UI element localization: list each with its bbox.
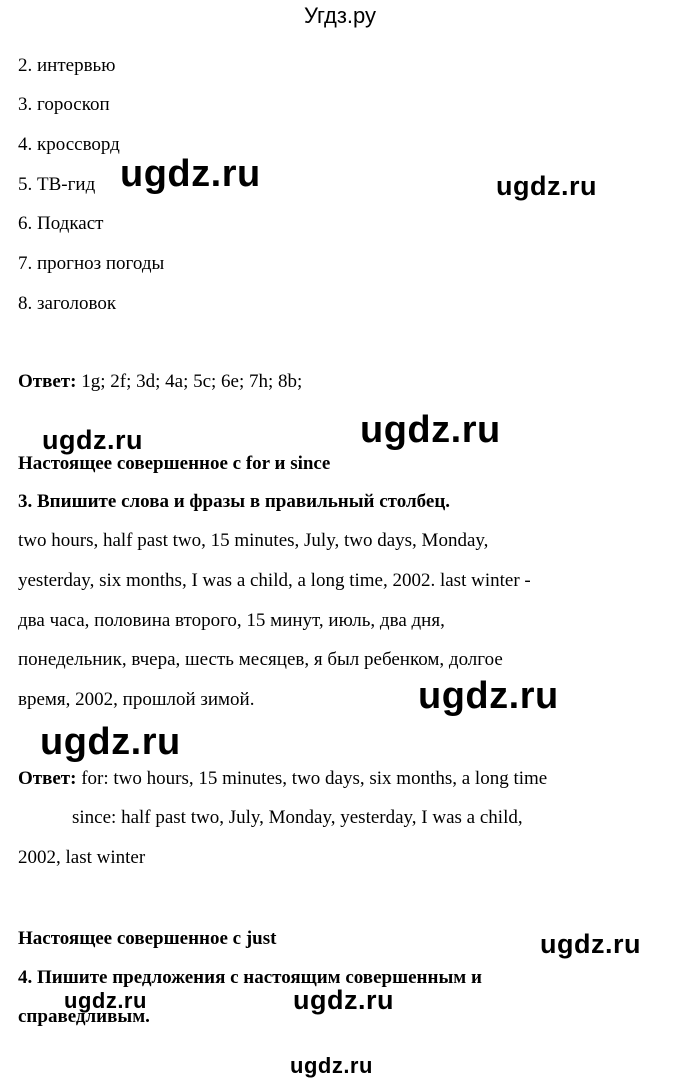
task-title: 3. Впишите слова и фразы в правильный столбец. — [18, 491, 451, 512]
answer-for-text: for: two hours, 15 minutes, two days, six months, a long time — [76, 768, 548, 789]
section-heading: Настоящее совершенное с just — [18, 928, 277, 949]
watermark: ugdz.ru — [293, 985, 394, 1015]
list-item: 8. заголовок — [18, 293, 117, 314]
body-line: время, 2002, прошлой зимой. — [18, 689, 255, 710]
list-item: 6. Подкаст — [18, 213, 104, 234]
body-line: два часа, половина второго, 15 минут, июль, два дня, — [18, 610, 445, 631]
task-title: 4. Пишите предложения с настоящим совершенным и — [18, 967, 482, 988]
watermark: ugdz.ru — [360, 409, 501, 451]
answer-line — [18, 767, 547, 791]
answer-text: 1g; 2f; 3d; 4a; 5c; 6e; 7h; 8b; — [76, 371, 303, 392]
watermark: ugdz.ru — [120, 153, 261, 195]
answer-label: Ответ: — [18, 768, 77, 789]
answer-line — [18, 370, 302, 394]
list-item: 5. ТВ-гид — [18, 174, 96, 195]
list-item: 4. кроссворд — [18, 134, 120, 155]
body-line: понедельник, вчера, шесть месяцев, я был ребенком, долгое — [18, 649, 503, 670]
section-heading: Настоящее совершенное с for и since — [18, 453, 331, 474]
site-title: Угдз.ру — [303, 3, 377, 28]
body-line: two hours, half past two, 15 minutes, July, two days, Monday, — [18, 530, 489, 551]
watermark: ugdz.ru — [290, 1053, 373, 1078]
answer-tail-text: 2002, last winter — [18, 847, 146, 868]
body-line: yesterday, six months, I was a child, a long time, 2002. last winter - — [18, 570, 531, 591]
list-item: 2. интервью — [18, 55, 116, 76]
list-item: 7. прогноз погоды — [18, 253, 165, 274]
list-item: 3. гороскоп — [18, 94, 110, 115]
watermark: ugdz.ru — [418, 675, 559, 717]
answer-since-text: since: half past two, July, Monday, yesterday, I was a child, — [72, 807, 523, 828]
answer-label: Ответ: — [18, 371, 77, 392]
watermark: ugdz.ru — [40, 721, 181, 763]
watermark: ugdz.ru — [540, 929, 641, 959]
watermark: ugdz.ru — [64, 988, 147, 1013]
task-title-continued: справедливым. — [18, 1006, 150, 1027]
watermark: ugdz.ru — [496, 171, 597, 201]
watermark: ugdz.ru — [42, 425, 143, 455]
